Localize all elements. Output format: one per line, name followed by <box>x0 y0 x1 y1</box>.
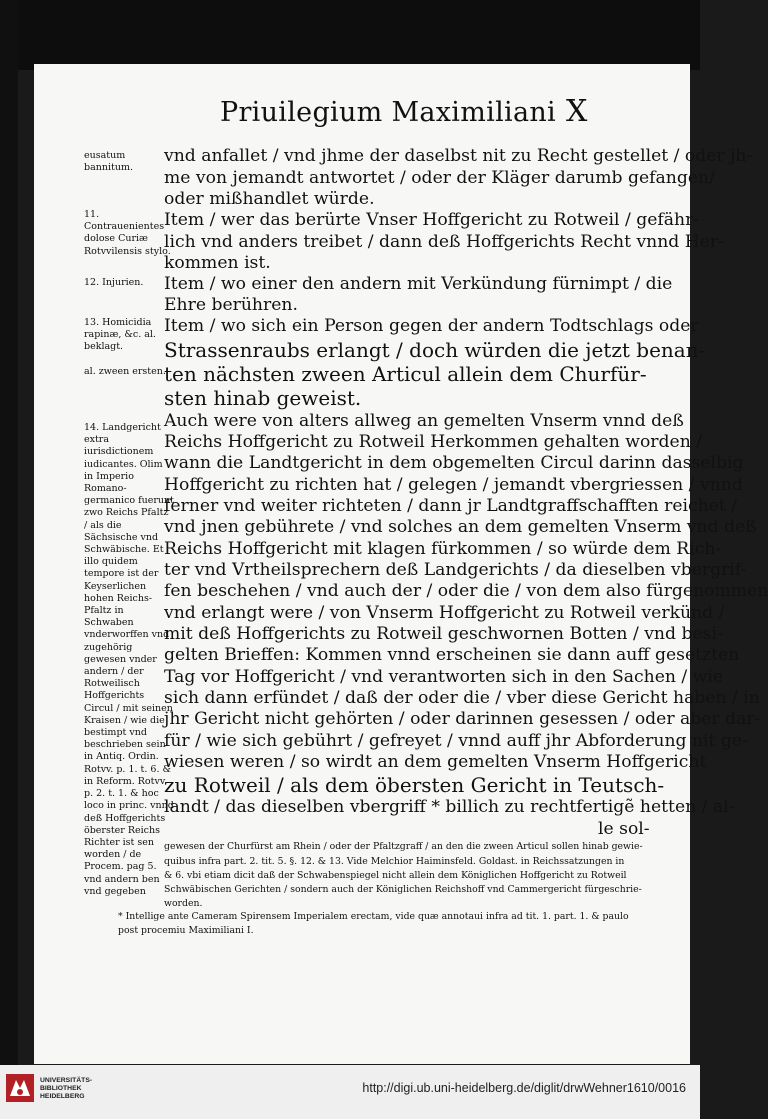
body-line: Item / wer das berürte Vnser Hoffgericht zu Rotweil / gefähr- <box>164 210 700 230</box>
body-line: gelten Brieffen: Kommen vnnd erscheinen sie dann auff gesetzten <box>164 645 740 665</box>
body-line: wiesen weren / so wirdt an dem gemelten Vnserm Hoffgericht <box>164 752 707 772</box>
body-line: kommen ist. <box>164 253 271 273</box>
margin-note: 14. Landgericht extra iurisdictionem iudicantes. Olim in Imperio Romano-germanico fuerunt zwo Reichs Pfaltz / als die Sächsische vnd Schwäbische. Et illo quidem tempore ist der Keyserlichen hohen Reichs-Pfaltz in Schwaben vnderworffen vnd zugehörig gewesen vnder andern / der Rotweilisch Hoffgerichts Circul / mit seinen Kraisen / wie die bestimpt vnd beschrieben sein in Antiq. Ordin. Rotvv. p. 1. t. 6. & in Reform. Rotvv. p. 2. t. 1. & hoc loco in princ. vnnd deß Hoffgerichts öberster Reichs Richter ist sen worden / de Procem. pag 5. vnd andern ben vnd gegeben <box>84 422 174 897</box>
body-line: vnd erlangt were / von Vnserm Hoffgericht zu Rotweil verkünd / <box>164 603 725 623</box>
library-name: UNIVERSITÄTS- BIBLIOTHEK HEIDELBERG <box>40 1077 93 1101</box>
body-line: Reichs Hoffgericht mit klagen fürkommen / so würde dem Rich- <box>164 539 722 559</box>
body-line: Strassenraubs erlangt / doch würden die jetzt benan- <box>164 338 706 362</box>
body-line: me von jemandt antwortet / oder der Kläger darumb gefangen/ <box>164 168 715 188</box>
body-line: vnd anfallet / vnd jhme der daselbst nit zu Recht gestellet / oder jh- <box>164 146 753 166</box>
footnote-line: Schwäbischen Gerichten / sondern auch der Königlichen Reichshoff vnd Cammergericht fürgeschrie- <box>164 884 642 895</box>
body-line: ten nächsten zween Articul allein dem Churfür- <box>164 362 647 386</box>
body-line: fen beschehen / vnd auch der / oder die / von dem also fürgenommen <box>164 581 768 601</box>
body-line: Item / wo sich ein Person gegen der andern Todtschlags oder <box>164 316 699 336</box>
page-numeral: X <box>565 94 588 129</box>
footnote-line: * Intellige ante Cameram Spirensem Imperialem erectam, vide quæ annotaui infra ad tit. 1. part. 1. & paulo <box>118 911 629 922</box>
body-line: lich vnd anders treibet / dann deß Hoffgerichts Recht vnnd Her- <box>164 232 724 252</box>
body-line: vnd jnen gebührete / vnd solches an dem gemelten Vnserm vnd deß <box>164 517 757 537</box>
body-line: landt / das dieselben vbergriff * billich zu rechtfertigẽ hetten / al- <box>164 797 735 817</box>
body-line: oder mißhandlet würde. <box>164 189 375 209</box>
body-line: Tag vor Hoffgericht / vnd verantworten sich in den Sachen / wie <box>164 667 724 687</box>
body-line: le sol- <box>598 819 650 839</box>
footnote-line: & 6. vbi etiam dicit daß der Schwabenspiegel nicht allein dem Königlichen Hoffgericht zu Rotweil <box>164 870 627 881</box>
body-line: sich dann erfündet / daß der oder die / vber diese Gericht haben / in <box>164 688 760 708</box>
footnote-line: worden. <box>164 898 203 909</box>
body-line: Ehre berühren. <box>164 295 298 315</box>
body-line: ferner vnd weiter richteten / dann jr Landtgraffschafften reichet / <box>164 496 738 516</box>
margin-note: eusatum bannitum. <box>84 150 133 174</box>
permalink-url[interactable]: http://digi.ub.uni-heidelberg.de/diglit/drwWehner1610/0016 <box>362 1081 686 1095</box>
margin-note: al. zween ersten. <box>84 366 166 377</box>
body-line: Hoffgericht zu richten hat / gelegen / jemandt vbergriessen / vnnd <box>164 475 743 495</box>
body-line: zu Rotweil / als dem öbersten Gericht in Teutsch- <box>164 773 665 797</box>
body-line: mit deß Hoffgerichts zu Rotweil geschwornen Botten / vnd besi- <box>164 624 723 644</box>
body-line: ter vnd Vrtheilsprechern deß Landgerichts / da dieselben vbergrif- <box>164 560 747 580</box>
body-line: für / wie sich gebührt / gefreyet / vnnd auff jhr Abforderung nit ge- <box>164 731 748 751</box>
library-logo-icon <box>6 1074 34 1102</box>
running-header <box>220 94 588 129</box>
header-title: Priuilegium Maximiliani <box>220 97 556 128</box>
body-line: sten hinab geweist. <box>164 386 362 410</box>
margin-note: 12. Injurien. <box>84 277 144 288</box>
margin-note: 13. Homicidia rapinæ, &c. al. beklagt. <box>84 317 156 353</box>
margin-note: 11. Contrauenientes dolose Curiæ Rotvvilensis stylo. <box>84 209 171 257</box>
body-line: Item / wo einer den andern mit Verkündung fürnimpt / die <box>164 274 673 294</box>
footnote-line: post procemiu Maximiliani I. <box>118 925 254 936</box>
scan-background-left <box>0 0 18 1065</box>
footnote-line: quibus infra part. 2. tit. 5. §. 12. & 13. Vide Melchior Haiminsfeld. Goldast. in Reichssatzungen in <box>164 856 625 867</box>
footnote-line: gewesen der Churfürst am Rhein / oder der Pfaltzgraff / an den die zween Articul sollen hinab gewie- <box>164 841 643 852</box>
body-line: Reichs Hoffgericht zu Rotweil Herkommen gehalten worden / <box>164 432 703 452</box>
body-line: Auch were von alters allweg an gemelten Vnserm vnnd deß <box>164 411 684 431</box>
body-line: wann die Landtgericht in dem obgemelten Circul darinn dasselbig <box>164 453 744 473</box>
body-line: jhr Gericht nicht gehörten / oder darinnen gesessen / oder aber dar- <box>164 709 761 729</box>
scan-background-top <box>0 0 700 70</box>
